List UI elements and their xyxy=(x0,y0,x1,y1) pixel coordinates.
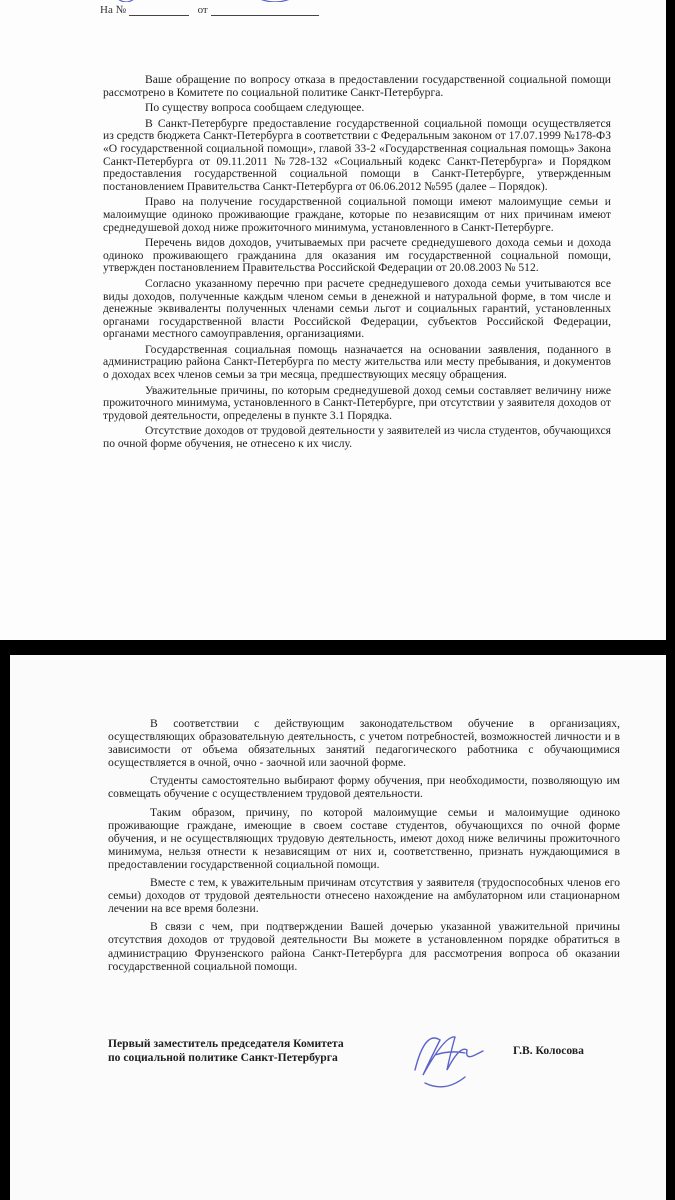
paragraph: Уважительные причины, по которым среднедушевой доход семьи составляет величину ниже прожиточного минимума, установленного в Санкт-Петербурге, при отсутствии у заявителя доходов от трудовой деятельности, определены в пункте 3.1 Порядка. xyxy=(103,383,611,422)
letter-body-page-2 xyxy=(108,717,620,978)
letter-body-page-1 xyxy=(103,74,611,454)
document-page-2 xyxy=(10,655,666,1200)
signatory-title-line: по социальной политике Санкт-Петербурга xyxy=(108,1051,338,1064)
paragraph: Таким образом, причину, по которой малоимущие семьи и малоимущие одиноко проживающие граждане, имеющие в своем составе студентов, обучающихся по очной форме обучения, и не осуществляющих трудовую деятельность, имеют доход ниже величины прожиточного минимума, нельзя отнести к независящим от них и, соответственно, признать нуждающимися в предоставлении государственной социальной помощи. xyxy=(108,805,620,871)
paragraph: Государственная социальная помощь назначается на основании заявления, поданного в администрацию района Санкт-Петербурга по месту жительства или месту пребывания, и документов о доходах всех членов семьи за три месяца, предшествующих месяцу обращения. xyxy=(103,342,611,382)
paragraph: Студенты самостоятельно выбирают форму обучения, при необходимости, позволяющую им совмещать обучение с осуществлением трудовой деятельности. xyxy=(108,774,620,801)
paragraph: В связи с чем, при подтверждении Вашей дочерью указанной уважительной причины отсутствия доходов от трудовой деятельности Вы можете в установленном порядке обратиться в администрацию Фрунзенского района Санкт-Петербурга для рассмотрения вопроса об оказании государственной социальной помощи. xyxy=(108,920,620,973)
date-label: от xyxy=(197,4,208,16)
paragraph: Право на получение государственной социальной помощи имеют малоимущие семьи и малоимущие одиноко проживающие граждане, которые по независящим от них причинам имеют среднедушевой доход ниже прожиточного минимума, установленного в Санкт-Петербурге. xyxy=(103,195,611,234)
paragraph: Перечень видов доходов, учитываемых при расчете среднедушевого дохода семьи и дохода одиноко проживающего гражданина для оказания им государственной социальной помощи, утвержден постановлением Правительства Российской Федерации от 20.08.2003 № 512. xyxy=(103,236,611,275)
number-label: На № xyxy=(100,4,127,16)
paragraph: Вместе с тем, к уважительным причинам отсутствия у заявителя (трудоспособных членов его семьи) доходов от трудовой деятельности отнесено нахождение на амбулаторном или стационарном лечении на все время болезни. xyxy=(108,876,620,916)
paragraph: В Санкт-Петербурге предоставление государственной социальной помощи осуществляется из средств бюджета Санкт-Петербурга в соответствии с Федеральным законом от 17.07.1999 №178-ФЗ «О государственной социальной помощи», главой 33-2 «Государственная социальная помощь» Закона Санкт-Петербурга от 09.11.2011 №728-132 «Социальный кодекс Санкт-Петербурга» и Порядком предоставления государственной социальной помощи в Санкт-Петербурге, утвержденным постановлением Правительства Санкт-Петербурга от 06.06.2012 №595 (далее – Порядок). xyxy=(103,116,612,193)
paragraph: Согласно указанному перечню при расчете среднедушевого дохода семьи учитываются все виды доходов, полученные каждым членом семьи в денежной и натуральной форме, в том числе и денежные эквиваленты полученных членами семьи льгот и социальных гарантий, установленных органами государственной власти Российской Федерации, субъектов Российской Федерации, органами местного самоуправления, организациями. xyxy=(103,276,611,341)
handwritten-signature xyxy=(405,1015,525,1095)
handwritten-reference-mark xyxy=(100,0,320,2)
reference-line xyxy=(100,4,319,16)
number-field-line xyxy=(129,5,189,16)
paragraph: В соответствии с действующим законодательством обучение в организациях, осуществляющих образовательную деятельность, с учетом потребностей, возможностей личности и в зависимости от объема обязательных занятий педагогического работника с обучающимися осуществляется в очной, очно - заочной или заочной форме. xyxy=(108,717,620,770)
paragraph: Отсутствие доходов от трудовой деятельности у заявителей из числа студентов, обучающихся по очной форме обучения, не отнесено к их числу. xyxy=(103,424,611,451)
signatory-title xyxy=(108,1037,344,1065)
paragraph: Ваше обращение по вопросу отказа в предоставлении государственной социальной помощи рассмотрено в Комитете по социальной политике Санкт-Петербурга. xyxy=(103,73,611,99)
date-field-line xyxy=(211,5,319,16)
paragraph: По существу вопроса сообщаем следующее. xyxy=(145,101,365,115)
signatory-title-line: Первый заместитель председателя Комитета xyxy=(108,1037,344,1050)
signer-name: Г.В. Колосова xyxy=(513,1044,584,1057)
